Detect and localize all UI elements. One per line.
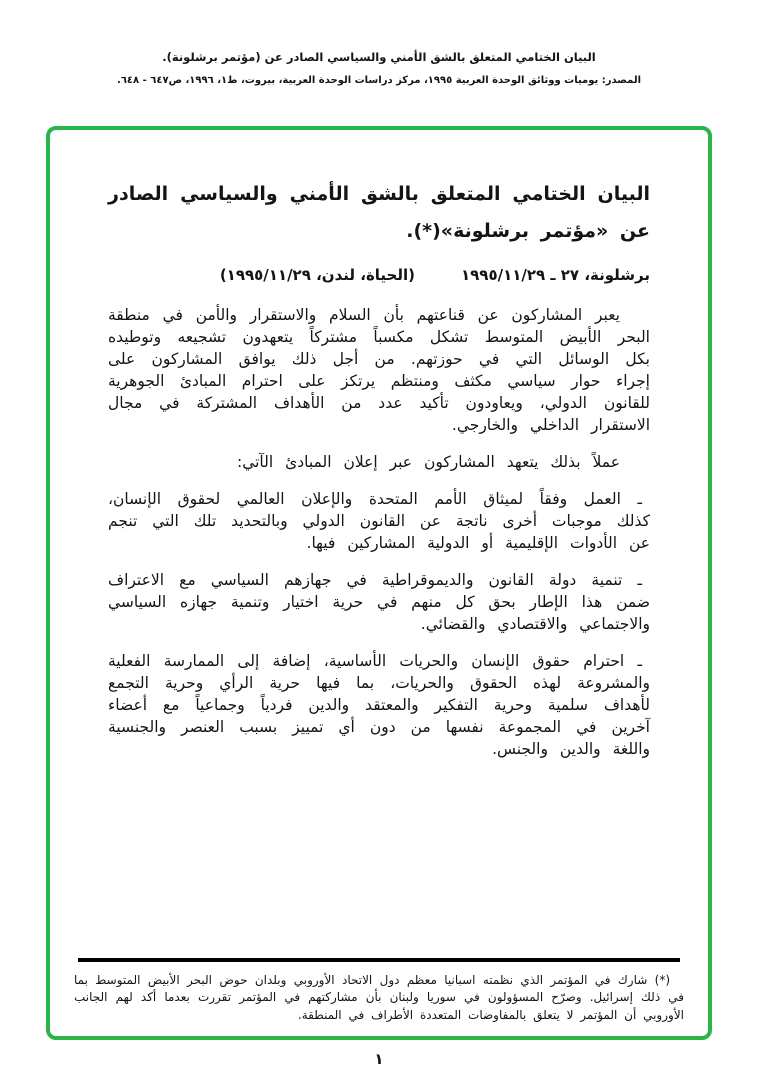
body-paragraph: ـ احترام حقوق الإنسان والحريات الأساسية، إضافة إلى الممارسة الفعلية والمشروعة لهذه الحقوق والحريات، بما فيها حرية الرأي وحرية التجمع لأهداف سلمية وحرية التفكير والمعتقد والدين فردياً وجماعياً مع أعضاء آخرين في المجموعة نفسها من دون أي تمييز بسبب العنصر والجنسية واللغة والدين والجنس.: [108, 652, 650, 758]
footnote-divider: [78, 958, 680, 962]
document-frame: [46, 126, 712, 1040]
body-paragraph: ـ العمل وفقاً لميثاق الأمم المتحدة والإعلان العالمي لحقوق الإنسان، كذلك موجبات أخرى ناتجة عن القانون الدولي وبالتحديد تلك التي تنجم عن الأدوات الإقليمية أو الدولية المشاركين فيها.: [108, 490, 650, 552]
footnote-text: (*) شارك في المؤتمر الذي نظمته اسبانيا معظم دول الاتحاد الأوروبي وبلدان حوض البحر الأبيض المتوسط بما في ذلك إسرائيل. وصرّح المسؤولون في سوريا ولبنان بأن مشاركتهم في المؤتمر تقررت بعدما أكد لهم الجانب الأوروبي أن المؤتمر لا يتعلق بالمفاوضات المتعددة الأطراف في المنطقة.: [74, 972, 684, 1022]
body-paragraph: ـ تنمية دولة القانون والديموقراطية في جهازهم السياسي مع الاعتراف ضمن هذا الإطار بحق كل منهم في حرية اختيار وتنمية جهازه السياسي والاجتماعي والاقتصادي والقضائي.: [108, 571, 650, 633]
body-paragraph: عملاً بذلك يتعهد المشاركون عبر إعلان المبادئ الآتي:: [236, 453, 620, 471]
page-number: ١: [374, 1050, 384, 1068]
document-title: البيان الختامي المتعلق بالشق الأمني والسياسي الصادر عن «مؤتمر برشلونة»(*).: [108, 183, 650, 242]
document-content: [50, 130, 708, 930]
dateline-publication: (الحياة، لندن، ١٩٩٥/١١/٢٩): [219, 266, 415, 284]
dateline: [108, 266, 650, 284]
header-source-line: المصدر: يوميات ووثائق الوحدة العربية ١٩٩٥، مركز دراسات الوحدة العربية، بيروت، ط١، ١٩٩٦، ص٦٤٧ - ٦٤٨.: [117, 75, 641, 86]
body-paragraph: يعبر المشاركون عن قناعتهم بأن السلام والاستقرار والأمن في منطقة البحر الأبيض المتوسط تشكل مكسباً مشتركاً يتعهدون تشجيعه وتوطيده بكل الوسائل التي في حوزتهم. من أجل ذلك يوافق المشاركون على إجراء حوار سياسي مكثف ومنتظم يرتكز على احترام المبادئ الجوهرية للقانون الدولي، ويعاودون تأكيد عدد من الأهداف المشتركة في مجال الاستقرار الداخلي والخارجي.: [108, 306, 650, 434]
footnote-section: [68, 958, 690, 1025]
page-header: [30, 50, 728, 86]
header-title: البيان الختامي المتعلق بالشق الأمني والسياسي الصادر عن (مؤتمر برشلونة).: [162, 50, 596, 64]
dateline-place-date: برشلونة، ٢٧ ـ ١٩٩٥/١١/٢٩: [461, 266, 650, 284]
